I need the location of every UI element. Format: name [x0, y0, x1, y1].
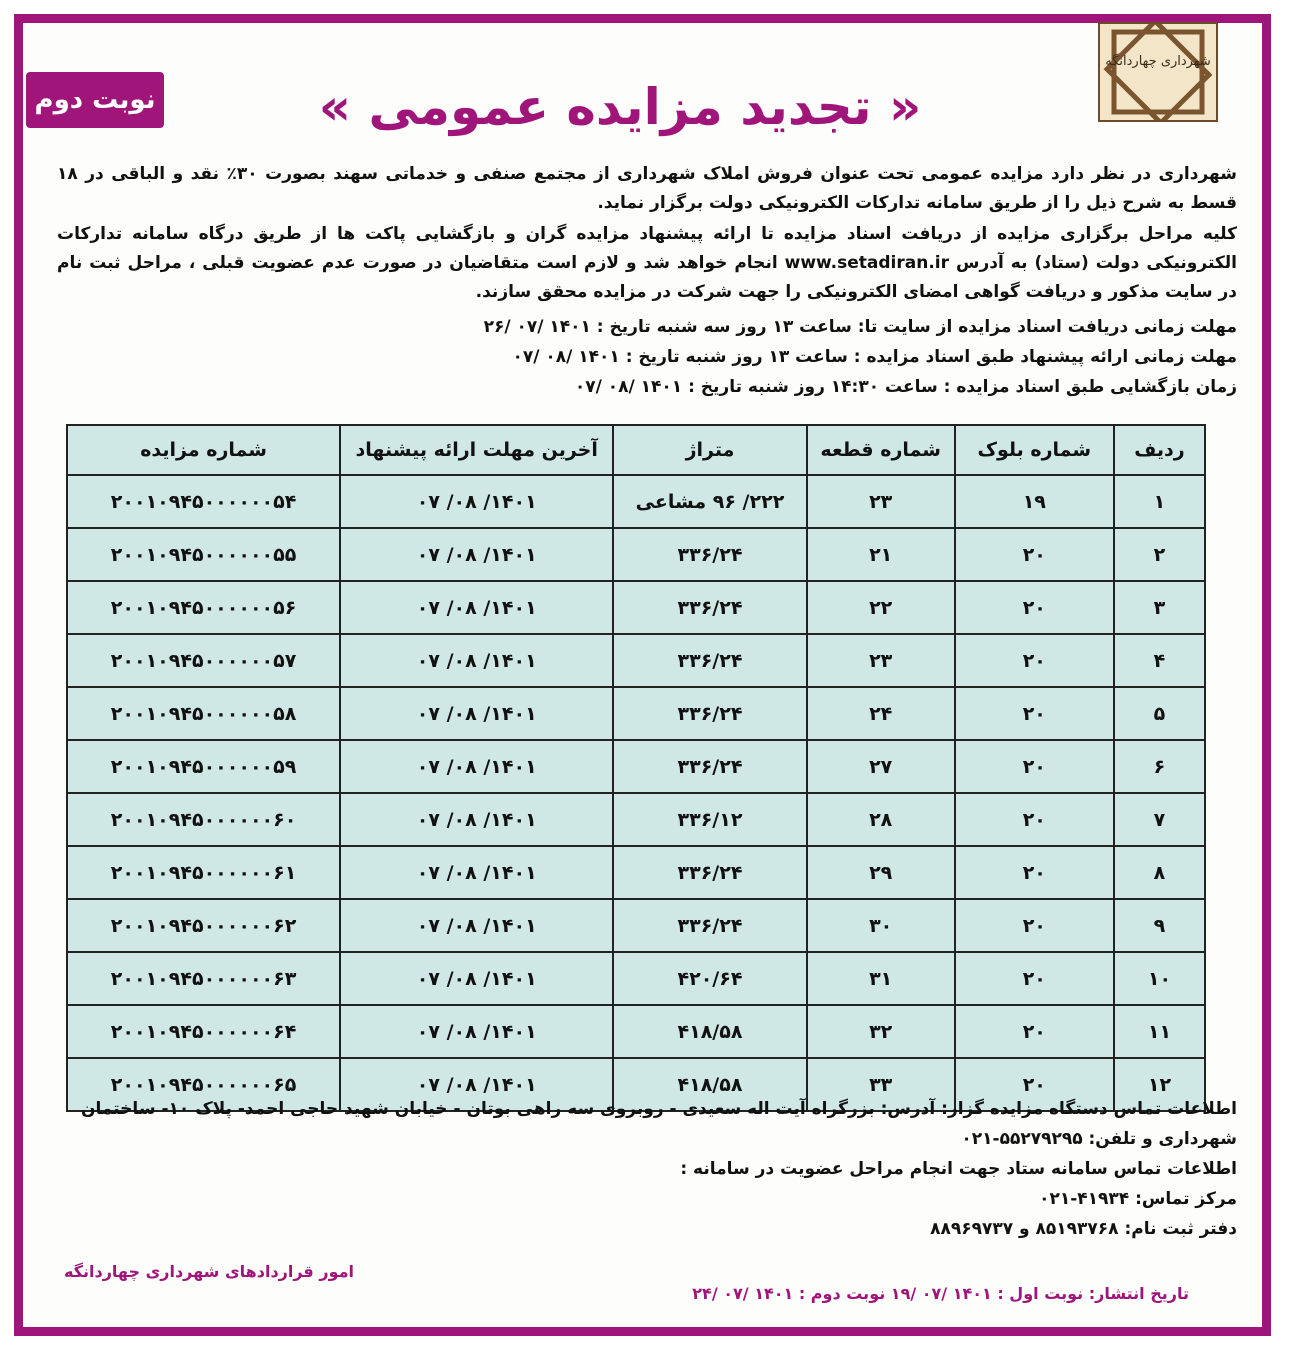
table-row — [67, 581, 1205, 634]
table-row — [67, 740, 1205, 793]
cell-row-number: ۴ — [1114, 634, 1205, 687]
cell-area: ۴۲۰/۶۴ — [613, 952, 806, 1005]
cell-area: ۳۳۶/۲۴ — [613, 687, 806, 740]
contact-setad-title: اطلاعات تماس سامانه ستاد جهت انجام مراحل عضویت در سامانه : — [680, 1159, 1237, 1179]
cell-area: ۳۳۶/۲۴ — [613, 740, 806, 793]
cell-deadline: ۱۴۰۱/ ۰۸/ ۰۷ — [340, 528, 613, 581]
deadline-download: مهلت زمانی دریافت اسناد مزایده از سایت تا: ساعت ۱۳ روز سه شنبه تاریخ : ۱۴۰۱ /۰۷ /۲۶ — [483, 317, 1237, 337]
cell-plot: ۲۳ — [807, 634, 955, 687]
publish-dates: تاریخ انتشار: نوبت اول : ۱۴۰۱ /۰۷ /۱۹ نوبت دوم : ۱۴۰۱ /۰۷ /۲۴ — [692, 1284, 1189, 1303]
table-row — [67, 952, 1205, 1005]
cell-block: ۲۰ — [955, 1005, 1114, 1058]
cell-deadline: ۱۴۰۱/ ۰۸/ ۰۷ — [340, 952, 613, 1005]
signature: امور قراردادهای شهرداری چهاردانگه — [64, 1262, 354, 1281]
cell-row-number: ۲ — [1114, 528, 1205, 581]
col-header-block: شماره بلوک — [955, 425, 1114, 475]
cell-area: ۳۳۶/۲۴ — [613, 634, 806, 687]
cell-row-number: ۱۰ — [1114, 952, 1205, 1005]
contact-registration-office: دفتر ثبت نام: ۸۵۱۹۳۷۶۸ و ۸۸۹۶۹۷۳۷ — [930, 1219, 1237, 1239]
table-row — [67, 475, 1205, 528]
contact-info — [57, 1094, 1237, 1244]
logo-text: شهرداری چهاردانگه — [1105, 54, 1211, 69]
cell-auction-number: ۲۰۰۱۰۹۴۵۰۰۰۰۰۰۶۰ — [67, 793, 340, 846]
cell-auction-number: ۲۰۰۱۰۹۴۵۰۰۰۰۰۰۶۱ — [67, 846, 340, 899]
intro-paragraph-2 — [57, 220, 1237, 307]
cell-plot: ۲۳ — [807, 475, 955, 528]
cell-auction-number: ۲۰۰۱۰۹۴۵۰۰۰۰۰۰۵۵ — [67, 528, 340, 581]
cell-auction-number: ۲۰۰۱۰۹۴۵۰۰۰۰۰۰۶۵ — [67, 1058, 340, 1111]
cell-block: ۲۰ — [955, 899, 1114, 952]
cell-row-number: ۱ — [1114, 475, 1205, 528]
cell-plot: ۲۲ — [807, 581, 955, 634]
cell-deadline: ۱۴۰۱/ ۰۸/ ۰۷ — [340, 1005, 613, 1058]
cell-auction-number: ۲۰۰۱۰۹۴۵۰۰۰۰۰۰۵۶ — [67, 581, 340, 634]
cell-plot: ۳۰ — [807, 899, 955, 952]
cell-row-number: ۳ — [1114, 581, 1205, 634]
cell-area: ۳۳۶/۲۴ — [613, 528, 806, 581]
cell-block: ۲۰ — [955, 634, 1114, 687]
cell-auction-number: ۲۰۰۱۰۹۴۵۰۰۰۰۰۰۵۴ — [67, 475, 340, 528]
intro-text-2: کلیه مراحل برگزاری مزایده از دریافت اسناد مزایده تا ارائه پیشنهاد مزایده گران و بازگشایی پاکت ها از طریق درگاه سامانه تدارکات الکترونیکی دولت (ستاد) به آدرس www.setadiran.ir انجام خواهد شد و لازم است متقاضیان در صورت عدم عضویت قبلی ، مراحل ثبت نام در سایت مذکور و دریافت گواهی امضای الکترونیکی را جهت شرکت در مزایده محقق سازند. — [57, 224, 1237, 302]
cell-deadline: ۱۴۰۱/ ۰۸/ ۰۷ — [340, 581, 613, 634]
cell-auction-number: ۲۰۰۱۰۹۴۵۰۰۰۰۰۰۶۴ — [67, 1005, 340, 1058]
cell-plot: ۲۹ — [807, 846, 955, 899]
col-header-area: متراژ — [613, 425, 806, 475]
table-row — [67, 899, 1205, 952]
cell-plot: ۲۷ — [807, 740, 955, 793]
cell-plot: ۳۱ — [807, 952, 955, 1005]
cell-plot: ۳۳ — [807, 1058, 955, 1111]
auction-table — [66, 424, 1206, 1112]
table-row — [67, 528, 1205, 581]
table-row — [67, 1005, 1205, 1058]
cell-row-number: ۶ — [1114, 740, 1205, 793]
cell-area: ۳۳۶/۱۲ — [613, 793, 806, 846]
cell-auction-number: ۲۰۰۱۰۹۴۵۰۰۰۰۰۰۵۸ — [67, 687, 340, 740]
cell-auction-number: ۲۰۰۱۰۹۴۵۰۰۰۰۰۰۵۷ — [67, 634, 340, 687]
cell-row-number: ۵ — [1114, 687, 1205, 740]
cell-block: ۲۰ — [955, 846, 1114, 899]
cell-plot: ۲۸ — [807, 793, 955, 846]
cell-block: ۲۰ — [955, 687, 1114, 740]
cell-area: ۴۱۸/۵۸ — [613, 1005, 806, 1058]
round-badge: نوبت دوم — [26, 72, 164, 128]
cell-block: ۲۰ — [955, 581, 1114, 634]
col-header-auction-number: شماره مزایده — [67, 425, 340, 475]
logo-emblem-icon — [1100, 24, 1216, 120]
table-row — [67, 634, 1205, 687]
contact-address: اطلاعات تماس دستگاه مزایده گزار: آدرس: بزرگراه آیت اله سعیدی - روبروی سه راهی بوتان - خیابان شهید حاجی احمد- پلاک ۱۰- ساختمان شهرداری و تلفن: ۵۵۲۷۹۲۹۵-۰۲۱ — [80, 1099, 1237, 1149]
deadline-opening: زمان بازگشایی طبق اسناد مزایده : ساعت ۱۴:۳۰ روز شنبه تاریخ : ۱۴۰۱ /۰۸ /۰۷ — [574, 377, 1237, 397]
cell-row-number: ۸ — [1114, 846, 1205, 899]
cell-deadline: ۱۴۰۱/ ۰۸/ ۰۷ — [340, 687, 613, 740]
cell-area: ۲۲۲/ ۹۶ مشاعی — [613, 475, 806, 528]
cell-deadline: ۱۴۰۱/ ۰۸/ ۰۷ — [340, 475, 613, 528]
cell-row-number: ۱۲ — [1114, 1058, 1205, 1111]
cell-block: ۲۰ — [955, 740, 1114, 793]
cell-block: ۱۹ — [955, 475, 1114, 528]
cell-row-number: ۷ — [1114, 793, 1205, 846]
cell-block: ۲۰ — [955, 1058, 1114, 1111]
cell-auction-number: ۲۰۰۱۰۹۴۵۰۰۰۰۰۰۵۹ — [67, 740, 340, 793]
cell-block: ۲۰ — [955, 952, 1114, 1005]
deadlines — [337, 312, 1237, 402]
cell-plot: ۲۱ — [807, 528, 955, 581]
cell-area: ۳۳۶/۲۴ — [613, 581, 806, 634]
cell-auction-number: ۲۰۰۱۰۹۴۵۰۰۰۰۰۰۶۲ — [67, 899, 340, 952]
cell-plot: ۲۴ — [807, 687, 955, 740]
cell-deadline: ۱۴۰۱/ ۰۸/ ۰۷ — [340, 899, 613, 952]
table-row — [67, 846, 1205, 899]
intro-paragraph-1 — [57, 160, 1237, 218]
deadline-submit: مهلت زمانی ارائه پیشنهاد طبق اسناد مزایده : ساعت ۱۳ روز شنبه تاریخ : ۱۴۰۱ /۰۸ /۰۷ — [512, 347, 1237, 367]
page-title: « تجدید مزایده عمومی » — [318, 78, 922, 136]
contact-call-center: مرکز تماس: ۴۱۹۳۴-۰۲۱ — [1039, 1189, 1237, 1209]
cell-deadline: ۱۴۰۱/ ۰۸/ ۰۷ — [340, 1058, 613, 1111]
cell-row-number: ۱۱ — [1114, 1005, 1205, 1058]
col-header-deadline: آخرین مهلت ارائه پیشنهاد — [340, 425, 613, 475]
cell-deadline: ۱۴۰۱/ ۰۸/ ۰۷ — [340, 634, 613, 687]
cell-area: ۳۳۶/۲۴ — [613, 899, 806, 952]
cell-row-number: ۹ — [1114, 899, 1205, 952]
table-row — [67, 687, 1205, 740]
cell-plot: ۳۲ — [807, 1005, 955, 1058]
cell-auction-number: ۲۰۰۱۰۹۴۵۰۰۰۰۰۰۶۳ — [67, 952, 340, 1005]
cell-block: ۲۰ — [955, 793, 1114, 846]
cell-area: ۴۱۸/۵۸ — [613, 1058, 806, 1111]
cell-deadline: ۱۴۰۱/ ۰۸/ ۰۷ — [340, 846, 613, 899]
col-header-plot: شماره قطعه — [807, 425, 955, 475]
cell-deadline: ۱۴۰۱/ ۰۸/ ۰۷ — [340, 740, 613, 793]
cell-block: ۲۰ — [955, 528, 1114, 581]
col-header-row-number: ردیف — [1114, 425, 1205, 475]
municipality-logo — [1098, 22, 1218, 122]
cell-area: ۳۳۶/۲۴ — [613, 846, 806, 899]
cell-deadline: ۱۴۰۱/ ۰۸/ ۰۷ — [340, 793, 613, 846]
table-row — [67, 793, 1205, 846]
table-header-row — [67, 425, 1205, 475]
intro-text-1: شهرداری در نظر دارد مزایده عمومی تحت عنوان فروش املاک شهرداری از مجتمع صنفی و خدماتی سهند بصورت ۳۰٪ نقد و الباقی در ۱۸ قسط به شرح ذیل را از طریق سامانه تدارکات الکترونیکی دولت برگزار نماید. — [57, 164, 1237, 213]
